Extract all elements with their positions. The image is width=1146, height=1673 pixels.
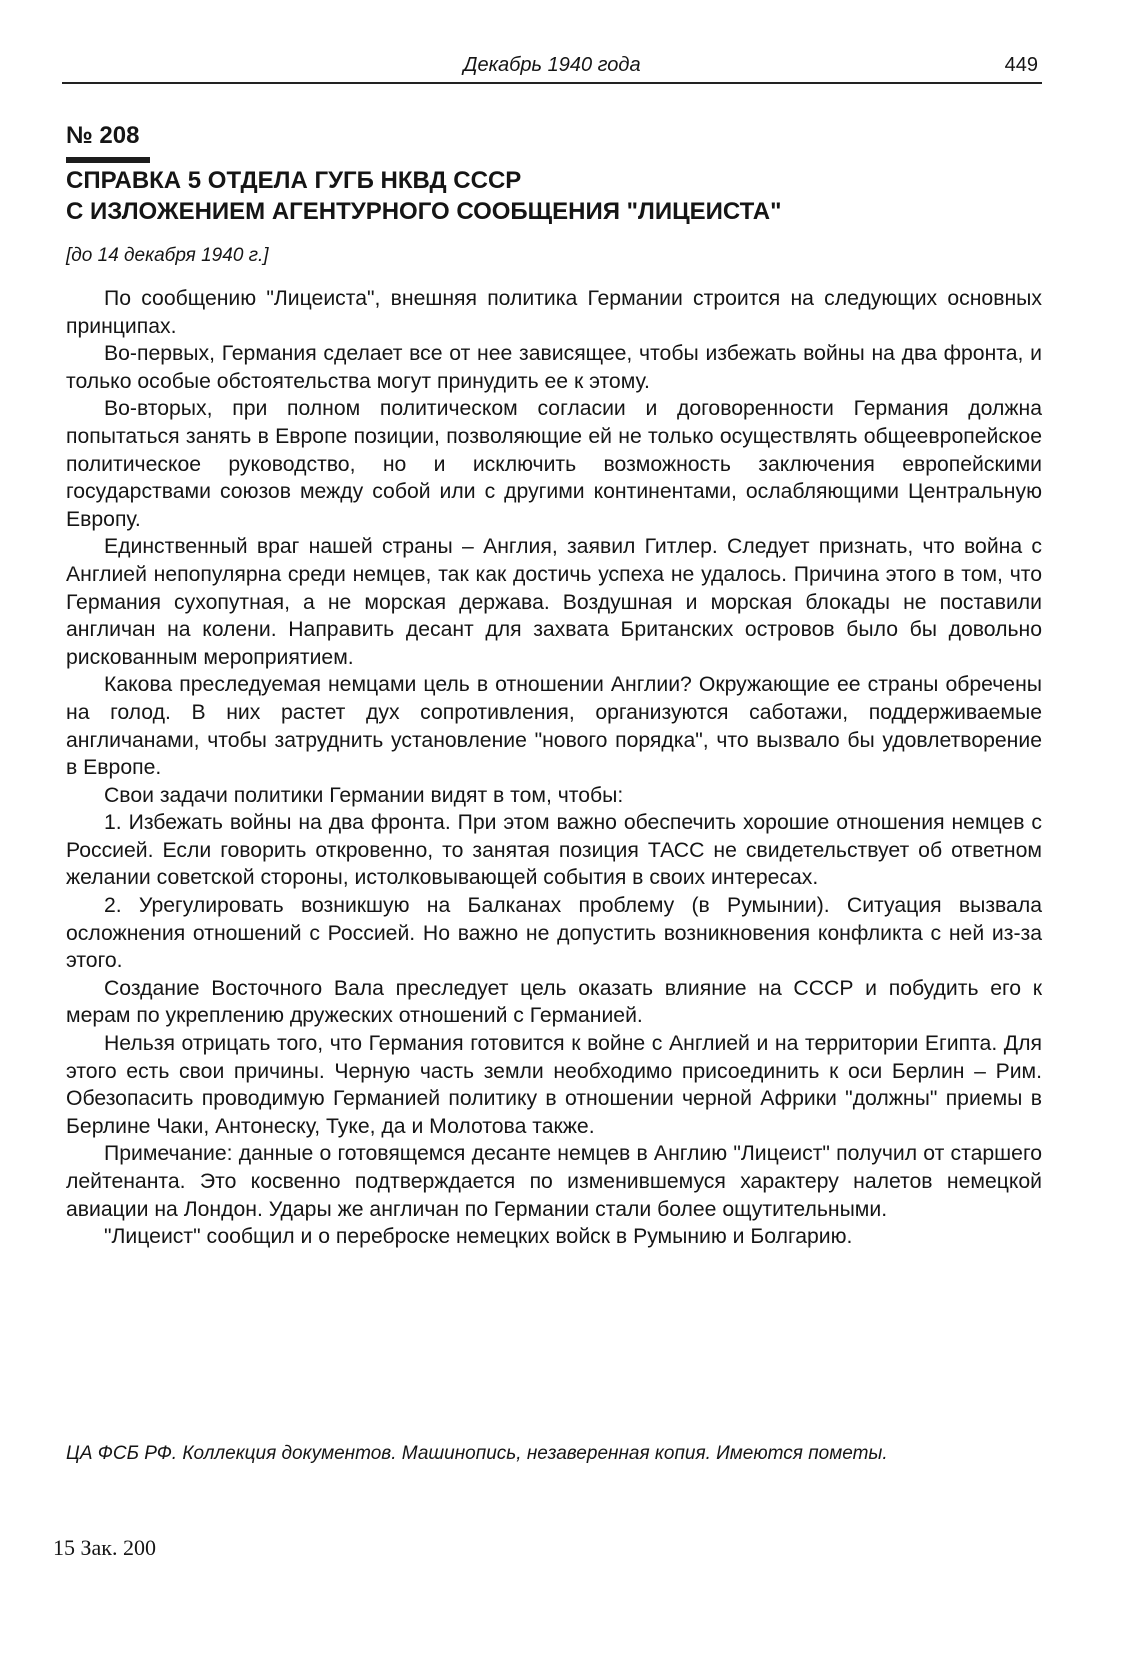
document-title-line-1: СПРАВКА 5 ОТДЕЛА ГУГБ НКВД СССР <box>66 167 522 194</box>
paragraph-first-point: Во-первых, Германия сделает все от нее зависящее, чтобы избежать войны на два фронта, и только особые обстоятельства могут принудить ее к этому. <box>66 342 1042 393</box>
paragraph-note: Примечание: данные о готовящемся десанте немцев в Англию "Лицеист" получил от старшего лейтенанта. Это косвенно подтверждается по изменившемуся характеру налетов немецкой авиации на Лондон. Удары же англичан по Германии стали более ощутительными. <box>66 1142 1042 1221</box>
document-number: № 208 <box>66 122 140 149</box>
paragraph-england-enemy: Единственный враг нашей страны – Англия, заявил Гитлер. Следует признать, что война с Англией непопулярна среди немцев, так как достичь успеха не удалось. Причина этого в том, что Германия сухопутная, а не морская держава. Воздушная и морская блокады не поставили англичан на колени. Направить десант для захвата Британских островов было бы довольно рискованным мероприятием. <box>66 535 1042 669</box>
paragraph-task-1: 1. Избежать войны на два фронта. При этом важно обеспечить хорошие отношения немцев с Россией. Если говорить откровенно, то занятая позиция ТАСС не свидетельствует об ответном желании советской стороны, истолковывающей события в своих интересах. <box>66 811 1042 890</box>
document-number-rule <box>66 157 150 163</box>
paragraph-troops: "Лицеист" сообщил и о переброске немецких войск в Румынию и Болгарию. <box>104 1225 853 1249</box>
paragraph-intro: По сообщению "Лицеиста", внешняя политика Германии строится на следующих основных принципах. <box>66 287 1042 338</box>
running-title: Декабрь 1940 года <box>463 54 641 76</box>
document-date: [до 14 декабря 1940 г.] <box>66 245 269 266</box>
document-title-line-2: С ИЗЛОЖЕНИЕМ АГЕНТУРНОГО СООБЩЕНИЯ "ЛИЦЕИСТА" <box>66 198 782 225</box>
page-number: 449 <box>1004 54 1038 76</box>
document-body <box>66 285 1042 1251</box>
printer-signature-mark: 15 Зак. 200 <box>53 1535 156 1560</box>
paragraph-tasks-intro: Свои задачи политики Германии видят в том, чтобы: <box>104 783 624 807</box>
running-header <box>62 52 1042 84</box>
paragraph-goal-england: Какова преследуемая немцами цель в отношении Англии? Окружающие ее страны обречены на голод. В них растет дух сопротивления, организуются саботажи, поддерживаемые англичанами, чтобы затруднить установление "нового порядка", что вызвало бы удовлетворение в Европе. <box>66 673 1042 780</box>
archive-source-note: ЦА ФСБ РФ. Коллекция документов. Машинопись, незаверенная копия. Имеются пометы. <box>66 1443 888 1464</box>
paragraph-task-2: 2. Урегулировать возникшую на Балканах проблему (в Румынии). Ситуация вызвала осложнения отношений с Россией. Но важно не допустить возникновения конфликта с ней из-за этого. <box>66 894 1042 973</box>
paragraph-second-point: Во-вторых, при полном политическом согласии и договоренности Германия должна попытаться занять в Европе позиции, позволяющие ей не только осуществлять общеевропейское политическое руководство, но и исключить возможность заключения европейскими государствами союзов между собой или с другими континентами, ослабляющими Центральную Европу. <box>66 397 1042 531</box>
paragraph-eastern-wall: Создание Восточного Вала преследует цель оказать влияние на СССР и побудить его к мерам по укреплению дружеских отношений с Германией. <box>66 976 1042 1028</box>
paragraph-egypt: Нельзя отрицать того, что Германия готовится к войне с Англией и на территории Египта. Для этого есть свои причины. Черную часть земли необходимо присоединить к оси Берлин – Рим. Обезопасить проводимую Германией политику в отношении черной Африки "должны" приемы в Берлине Чаки, Антонеску, Туке, да и Молотова также. <box>66 1032 1042 1138</box>
document-title <box>66 165 1046 227</box>
